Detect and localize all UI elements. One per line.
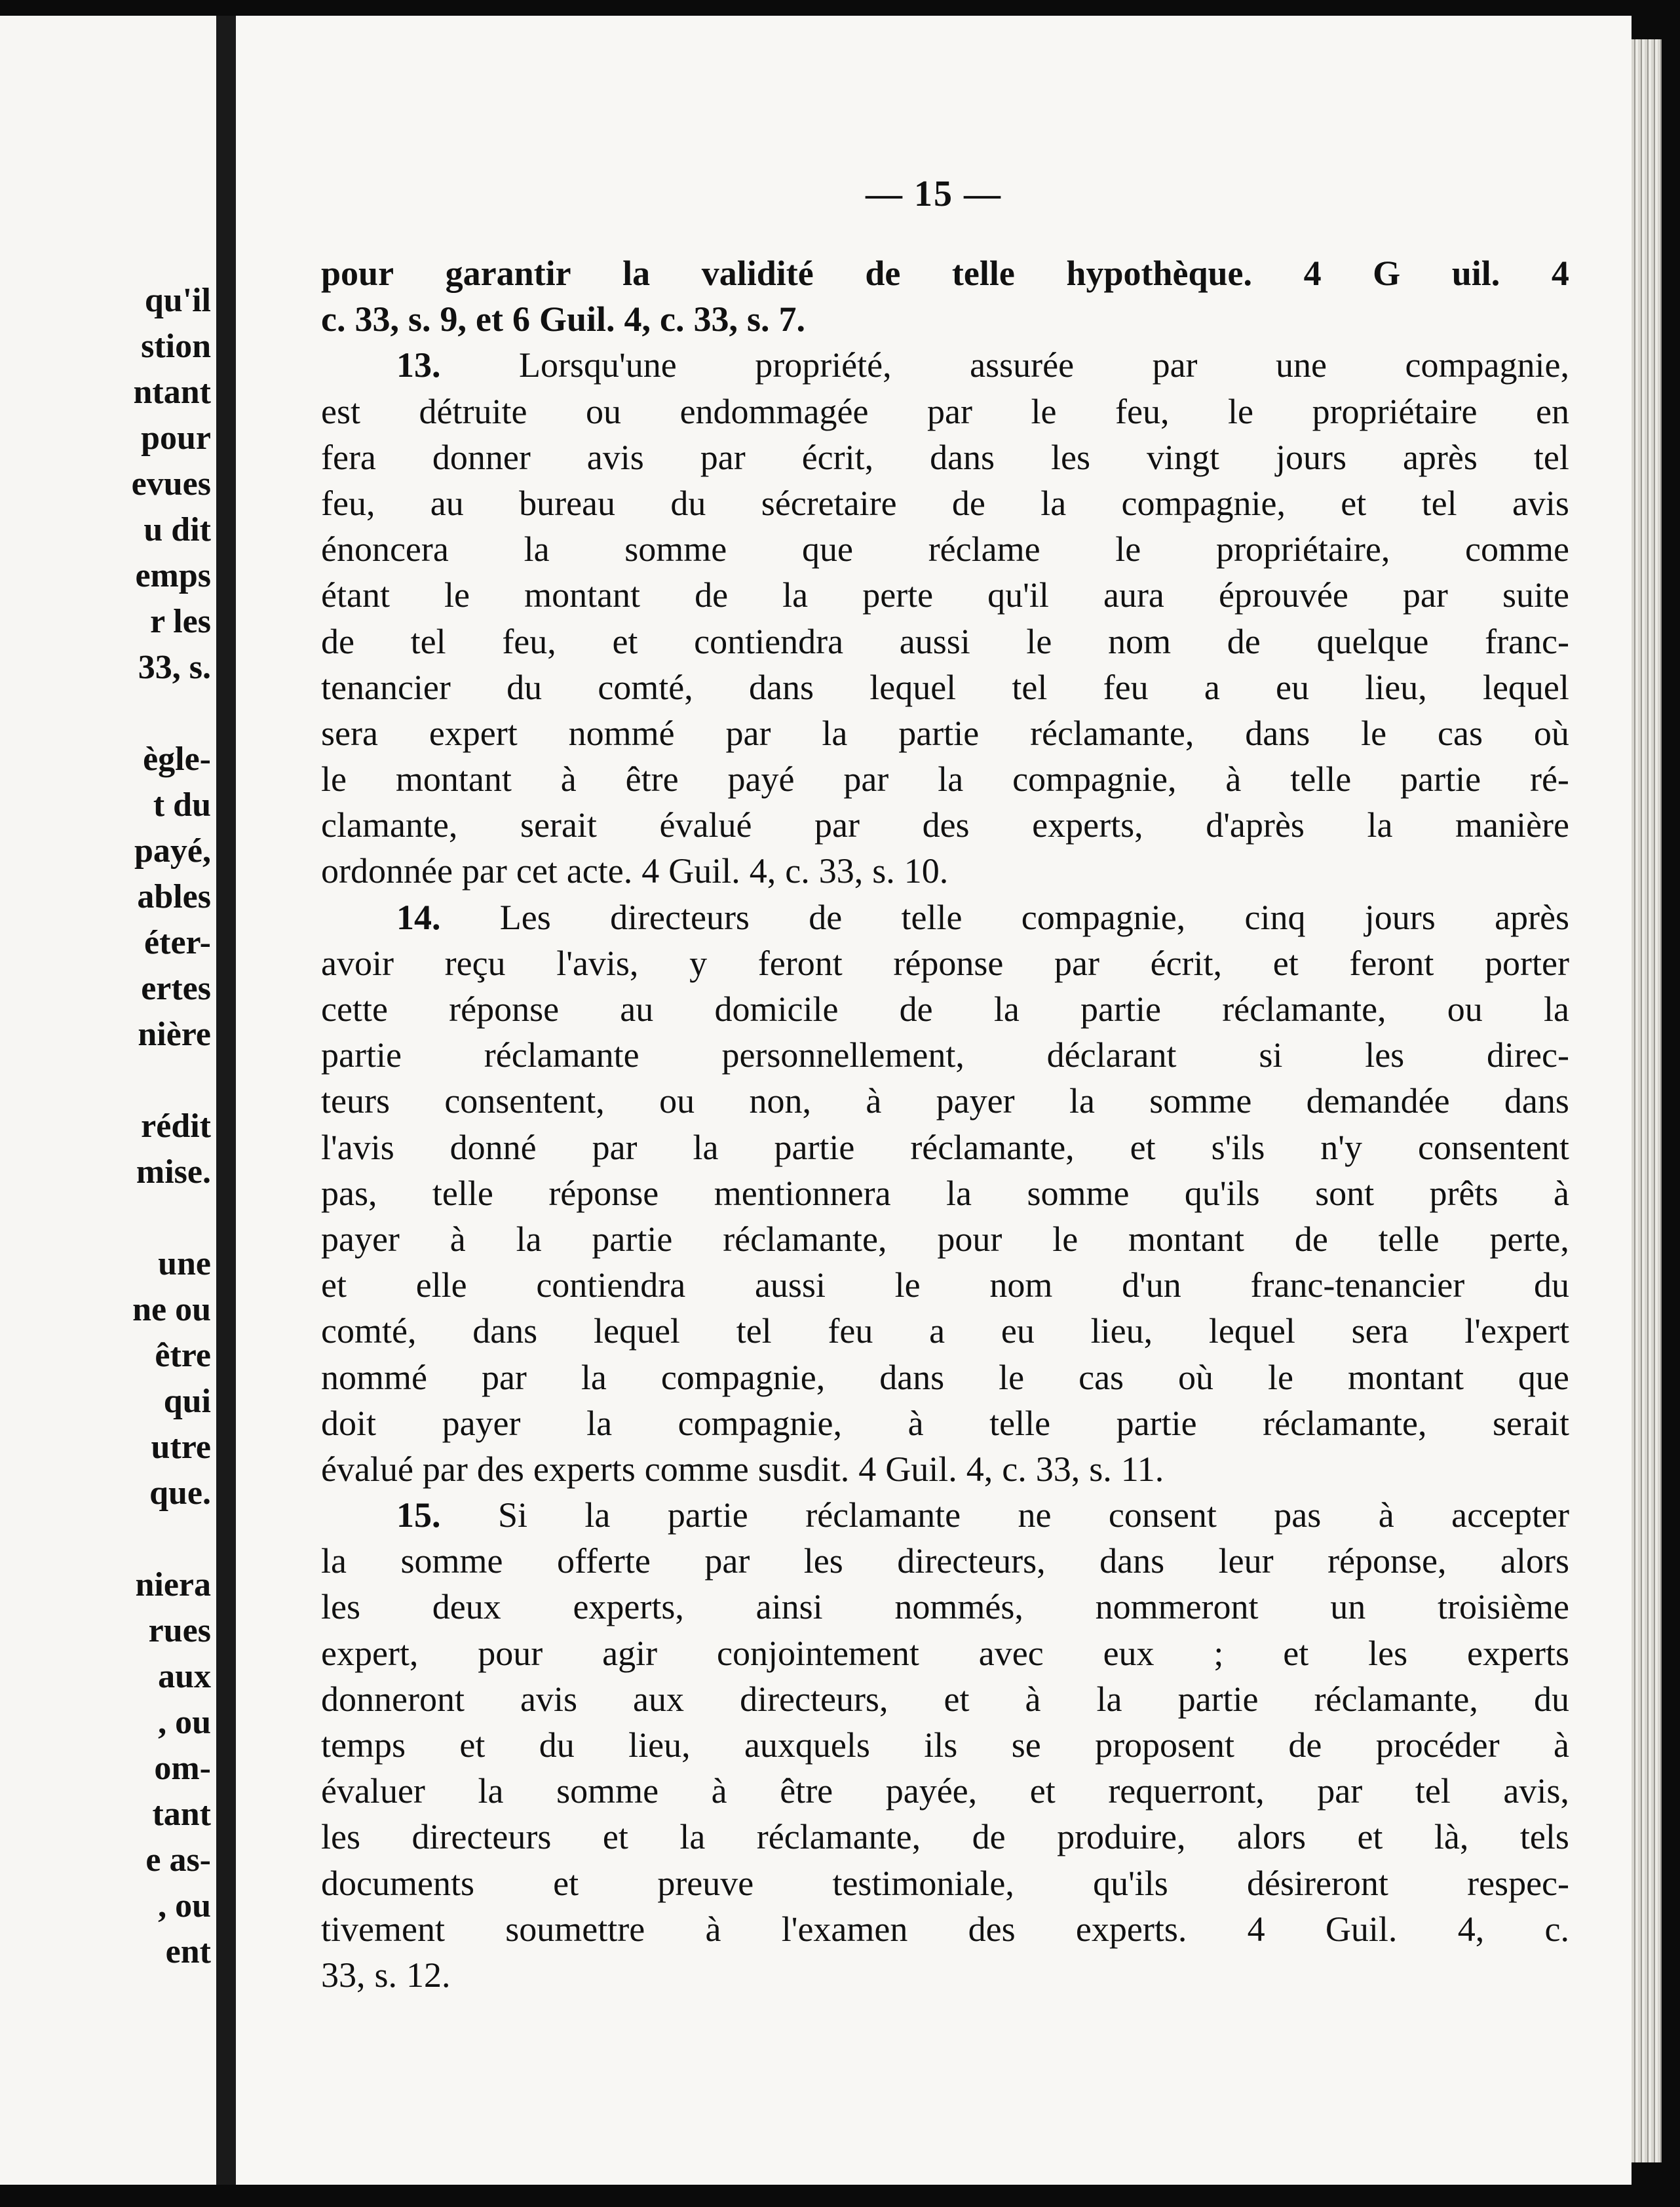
left-fragment-line: aux — [158, 1658, 211, 1695]
left-fragment-line: ne ou — [132, 1291, 211, 1328]
section-line: sera expert nommé par la partie réclamante, dans le cas où — [321, 713, 1569, 753]
left-fragment-line: u dit — [143, 511, 211, 548]
left-fragment-line: r les — [150, 603, 211, 640]
left-fragment-line: pour — [141, 419, 211, 457]
binding-gutter — [216, 16, 236, 2185]
section-line: est détruite ou endommagée par le feu, le propriétaire en — [321, 391, 1569, 431]
section-line: la somme offerte par les directeurs, dans leur réponse, alors — [321, 1541, 1569, 1581]
left-fragment-line: éter- — [144, 924, 211, 961]
section-number: 14. — [396, 897, 441, 937]
section-first-line: 13. Lorsqu'une propriété, assurée par une compagnie, — [321, 342, 1569, 388]
page-number: — 15 — — [866, 174, 1002, 214]
left-facing-page — [0, 16, 216, 2185]
left-fragment-line: t du — [153, 786, 211, 824]
section-line: pas, telle réponse mentionnera la somme qu'ils sont prêts à — [321, 1173, 1569, 1213]
section-number: 13. — [396, 345, 441, 385]
left-fragment-line: mise. — [136, 1153, 211, 1191]
section-line: le montant à être payé par la compagnie, à telle partie ré- — [321, 759, 1569, 799]
section-line: tivement soumettre à l'examen des experts. 4 Guil. 4, c. — [321, 1909, 1569, 1949]
section-line: partie réclamante personnellement, déclarant si les direc- — [321, 1035, 1569, 1075]
section-line: de tel feu, et contiendra aussi le nom de quelque franc- — [321, 621, 1569, 661]
left-fragment-line — [132, 1195, 211, 1241]
left-fragment-line: tant — [152, 1795, 211, 1833]
section-line: feu, au bureau du sécretaire de la compagnie, et tel avis — [321, 483, 1569, 523]
section-line: doit payer la compagnie, à telle partie réclamante, serait — [321, 1403, 1569, 1443]
left-fragment-line: 33, s. — [138, 649, 211, 686]
left-fragment-line: payé, — [134, 832, 211, 870]
left-fragment-line: qu'il — [144, 282, 211, 319]
left-fragment-line: ent — [165, 1933, 211, 1970]
page-edges — [1632, 39, 1662, 2162]
section-line: ordonnée par cet acte. 4 Guil. 4, c. 33, s. 10. — [321, 851, 949, 891]
intro-line: c. 33, s. 9, et 6 Guil. 4, c. 33, s. 7. — [321, 299, 805, 339]
section-line: 33, s. 12. — [321, 1955, 451, 1995]
left-fragment-line: niera — [135, 1566, 211, 1603]
left-fragment-line: emps — [135, 557, 211, 594]
left-fragment-line: evues — [131, 465, 211, 503]
left-fragment-line: qui — [163, 1383, 211, 1420]
section-first-line: 14. Les directeurs de telle compagnie, cinq jours après — [321, 894, 1569, 940]
section-line: avoir reçu l'avis, y feront réponse par écrit, et feront porter — [321, 943, 1569, 983]
section-line: cette réponse au domicile de la partie réclamante, ou la — [321, 989, 1569, 1029]
left-fragment-line: ables — [137, 878, 211, 915]
left-fragment-line: ertes — [141, 970, 211, 1007]
left-page-text-fragments — [132, 278, 211, 1975]
section-line: évaluer la somme à être payée, et requerront, par tel avis, — [321, 1771, 1569, 1811]
section-line: les directeurs et la réclamante, de produire, alors et là, tels — [321, 1817, 1569, 1857]
section-first-line: 15. Si la partie réclamante ne consent pas à accepter — [321, 1492, 1569, 1538]
left-fragment-line: utre — [151, 1429, 211, 1466]
body-text — [321, 250, 1569, 1998]
section-line: temps et du lieu, auxquels ils se proposent de procéder à — [321, 1725, 1569, 1765]
left-fragment-line — [132, 691, 211, 737]
section-line: et elle contiendra aussi le nom d'un franc-tenancier du — [321, 1265, 1569, 1305]
left-fragment-line: rédit — [141, 1107, 211, 1145]
section-line: l'avis donné par la partie réclamante, et s'ils n'y consentent — [321, 1127, 1569, 1167]
intro-line: pour garantir la validité de telle hypothèque. 4 G uil. 4 — [321, 254, 1569, 293]
left-fragment-line: que. — [149, 1474, 211, 1512]
left-fragment-line: ègle- — [143, 740, 211, 778]
section-line: clamante, serait évalué par des experts, d'après la manière — [321, 805, 1569, 845]
left-fragment-line: e as- — [145, 1841, 211, 1879]
section-line: les deux experts, ainsi nommés, nommeront un troisième — [321, 1587, 1569, 1627]
section-line: évalué par des experts comme susdit. 4 Guil. 4, c. 33, s. 11. — [321, 1449, 1164, 1489]
left-fragment-line: , ou — [158, 1704, 211, 1741]
left-fragment-line: stion — [141, 328, 211, 365]
left-fragment-line: ntant — [133, 374, 211, 411]
section-line: nommé par la compagnie, dans le cas où le montant que — [321, 1357, 1569, 1397]
section-line: teurs consentent, ou non, à payer la somme demandée dans — [321, 1081, 1569, 1121]
left-fragment-line: om- — [154, 1750, 211, 1787]
section-line: fera donner avis par écrit, dans les vingt jours après tel — [321, 437, 1569, 477]
main-page — [236, 16, 1632, 2185]
section-line: tenancier du comté, dans lequel tel feu a eu lieu, lequel — [321, 667, 1569, 707]
section-line: expert, pour agir conjointement avec eux ; et les experts — [321, 1633, 1569, 1673]
section-line: comté, dans lequel tel feu a eu lieu, lequel sera l'expert — [321, 1311, 1569, 1351]
left-fragment-line — [132, 1058, 211, 1104]
section-line: donneront avis aux directeurs, et à la partie réclamante, du — [321, 1679, 1569, 1719]
section-line: payer à la partie réclamante, pour le montant de telle perte, — [321, 1219, 1569, 1259]
left-fragment-line: rues — [148, 1612, 211, 1649]
left-fragment-line: nière — [138, 1016, 211, 1053]
left-fragment-line — [132, 1516, 211, 1562]
left-fragment-line: , ou — [158, 1887, 211, 1925]
section-line: énoncera la somme que réclame le propriétaire, comme — [321, 529, 1569, 569]
section-line: documents et preuve testimoniale, qu'ils désireront respec- — [321, 1863, 1569, 1903]
left-fragment-line: une — [158, 1245, 211, 1282]
section-line: étant le montant de la perte qu'il aura éprouvée par suite — [321, 575, 1569, 615]
section-number: 15. — [396, 1495, 441, 1535]
left-fragment-line: être — [155, 1337, 211, 1374]
